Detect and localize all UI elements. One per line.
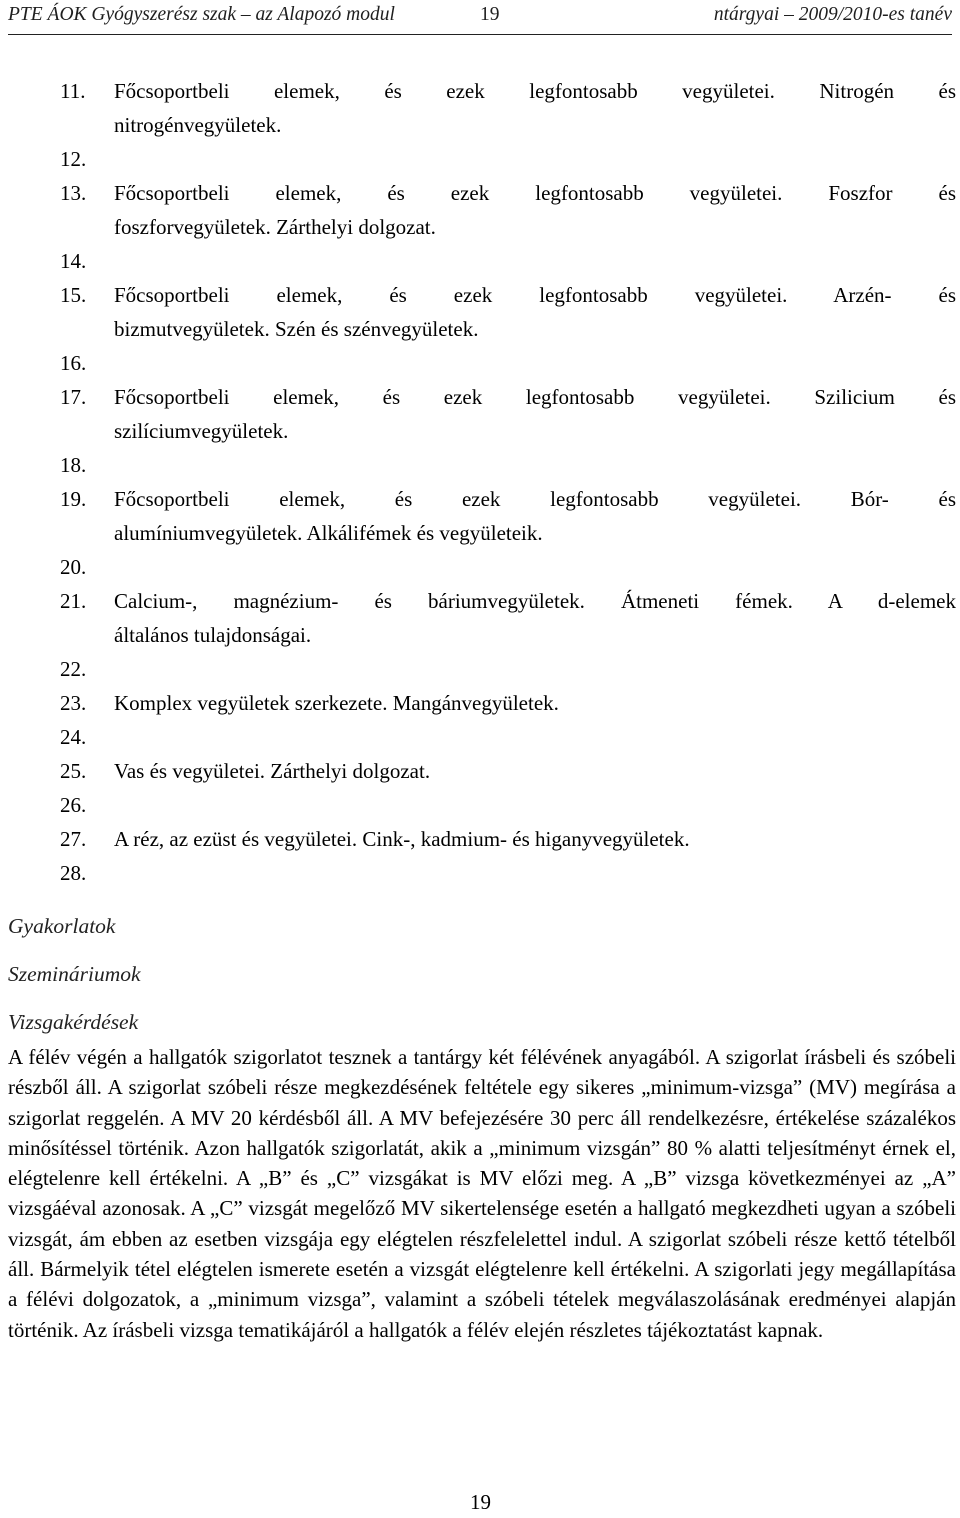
item-number: 23. [60, 691, 87, 715]
item-number: 24. [60, 725, 87, 749]
item-text: Calcium-, magnézium- és báriumvegyületek. Átmeneti fémek. A d-elemek [114, 589, 956, 613]
item-number: 13. [60, 181, 87, 205]
section-heading-exam-questions: Vizsgakérdések [8, 1010, 139, 1034]
item-text-continued: általános tulajdonságai. [114, 623, 312, 647]
section-heading-seminars: Szemináriumok [8, 962, 141, 986]
item-number: 12. [60, 147, 87, 171]
item-text: Főcsoportbeli elemek, és ezek legfontosabb vegyületei. Foszfor és [114, 181, 956, 205]
item-number: 18. [60, 453, 87, 477]
item-text: A réz, az ezüst és vegyületei. Cink-, kadmium- és higanyvegyületek. [114, 827, 690, 851]
item-number: 20. [60, 555, 87, 579]
item-number: 22. [60, 657, 87, 681]
exam-paragraph: A félév végén a hallgatók szigorlatot tesznek a tantárgy két félévének anyagából. A szigorlat írásbeli és szóbeli részből áll. A szigorlat szóbeli része megkezdésének feltétele egy sikeres „minimum-vizsga” (MV) megírása a szigorlat reggelén. A MV 20 kérdésből áll. A MV befejezésére 30 perc áll rendelkezésre, értékelése százalékos minősítéssel történik. Azon hallgatók szigorlatát, akik a „minimum vizsgán” 80 % alatti teljesítményt érnek el, elégtelenre kell értékelni. A „B” és „C” vizsgákat is MV előzi meg. A „B” vizsga következményei az „A” vizsgáéval azonosak. A „C” vizsgát megelőző MV sikertelensége esetén a hallgató megkezdheti ugyan a szóbeli vizsgát, ám ebben az esetben vizsgája egy elégtelen részfelelettel indul. A szigorlat szóbeli része kettő tételből áll. Bármelyik tétel elégtelen ismerete esetén a vizsgát elégtelenre kell értékelni. A szigorlati jegy megállapítása a félévi dolgozatok, a „minimum vizsga”, valamint a szóbeli tételek megválaszolásának eredményei alapján történik. Az írásbeli vizsga tematikájáról a hallgatók a félév elején részletes tájékoztatást kapnak. [8, 1045, 956, 1342]
item-text-continued: foszforvegyületek. Zárthelyi dolgozat. [114, 215, 436, 239]
header-rule [8, 34, 952, 35]
item-number: 28. [60, 861, 87, 885]
item-text-continued: szilíciumvegyületek. [114, 419, 289, 443]
item-text: Főcsoportbeli elemek, és ezek legfontosabb vegyületei. Bór- és [114, 487, 956, 511]
item-text: Komplex vegyületek szerkezete. Mangánvegyületek. [114, 691, 559, 715]
item-text: Főcsoportbeli elemek, és ezek legfontosabb vegyületei. Arzén- és [114, 283, 956, 307]
item-number: 21. [60, 589, 87, 613]
item-text: Főcsoportbeli elemek, és ezek legfontosabb vegyületei. Szilicium és [114, 385, 956, 409]
item-number: 15. [60, 283, 87, 307]
item-number: 26. [60, 793, 87, 817]
item-text-continued: alumíniumvegyületek. Alkálifémek és vegyületeik. [114, 521, 543, 545]
item-number: 11. [60, 79, 86, 103]
item-number: 27. [60, 827, 87, 851]
header-page-number: 19 [480, 4, 500, 25]
running-header [8, 4, 952, 32]
header-right-text: ntárgyai – 2009/2010-es tanév [713, 4, 952, 25]
item-text: Vas és vegyületei. Zárthelyi dolgozat. [114, 759, 431, 783]
section-heading-practicals: Gyakorlatok [8, 914, 116, 938]
item-number: 25. [60, 759, 87, 783]
header-left-text: PTE ÁOK Gyógyszerész szak – az Alapozó modul [8, 4, 395, 25]
item-number: 14. [60, 249, 87, 273]
item-number: 19. [60, 487, 87, 511]
item-number: 16. [60, 351, 87, 375]
item-text-continued: nitrogénvegyületek. [114, 113, 282, 137]
footer-page-number: 19 [470, 1490, 491, 1514]
item-number: 17. [60, 385, 87, 409]
item-text: Főcsoportbeli elemek, és ezek legfontosabb vegyületei. Nitrogén és [114, 79, 956, 103]
item-text-continued: bizmutvegyületek. Szén és szénvegyületek. [114, 317, 479, 341]
